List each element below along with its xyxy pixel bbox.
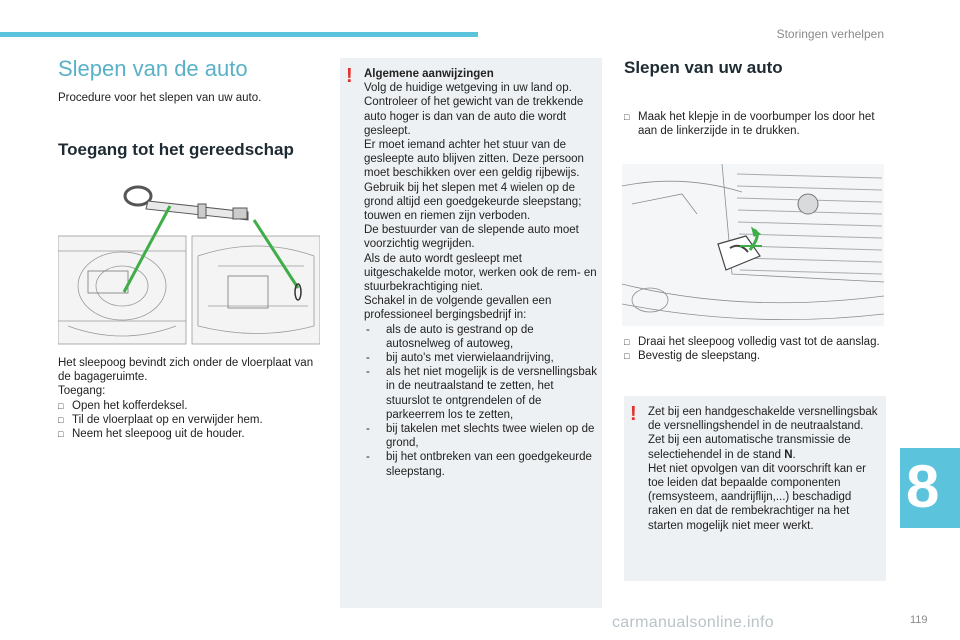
transmission-warning-content [648,405,880,533]
chapter-number: 8 [906,453,940,520]
access-step: □ Neem het sleepoog uit de houder. [58,427,320,441]
access-step: □ Til de vloerplaat op en verwijder hem. [58,413,320,427]
warning-paragraph: Volg de huidige wetgeving in uw land op. [364,82,572,95]
warning-paragraph: Het niet opvolgen van dit voorschrift kan er toe leiden dat bepaalde componenten (remsysteem, aandrijflijn,...) beschadigd raken en dat de rembekrachtiger na het starten mogelijk niet meer werkt. [648,462,866,532]
warning-exclamation-icon: ! [630,403,637,425]
intro-text: Procedure voor het slepen van uw auto. [58,92,262,104]
section-label: Storingen verhelpen [776,27,884,41]
access-steps [58,399,320,442]
towing-case: - als het niet mogelijk is de versnellingsbak in de neutraalstand te zetten, het stuurslot te ontgrendelen of de parkeerrem los te zetten, [364,365,598,422]
step-item: □ Bevestig de sleepstang. [624,349,886,363]
warning-paragraph: Schakel in de volgende gevallen een professioneel bergingsbedrijf in: [364,295,552,322]
warning-exclamation-icon: ! [346,65,353,87]
warning-paragraph: De bestuurder van de slepende auto moet voorzichtig wegrijden. [364,224,579,251]
towing-case: - bij takelen met slechts twee wielen op de grond, [364,422,598,450]
towing-case: - bij het ontbreken van een goedgekeurde sleepstang. [364,450,598,478]
trunk-view-left [58,236,186,344]
top-accent-bar [0,32,478,37]
left-body [58,356,320,441]
towing-case: - bij auto's met vierwielaandrijving, [364,351,598,365]
warning-paragraph: Controleer of het gewicht van de trekkende auto hoger is dan van de auto die wordt gesleept. [364,96,584,137]
brand-badge-icon [798,194,818,214]
access-step: □ Open het kofferdeksel. [58,399,320,413]
warning-paragraph: Gebruik bij het slepen met 4 wielen op de grond altijd een goedgekeurde sleepstang; touwen en riemen zijn verboden. [364,181,582,223]
page-number: 119 [910,614,928,626]
towing-cases-list [364,323,598,479]
section-title-towing: Slepen van uw auto [624,58,783,77]
section-title-tools: Toegang tot het gereedschap [58,140,294,159]
tow-eye-tool [125,187,248,220]
watermark: carmanualsonline.info [612,614,774,631]
towing-step2 [624,335,886,363]
towing-step1 [624,110,886,138]
access-label: Toegang: [58,385,106,398]
warning-paragraph: Zet bij een handgeschakelde versnellingsbak de versnellingshendel in de neutraalstand. [648,406,878,433]
step-item: □ Draai het sleepoog volledig vast tot de aanslag. [624,335,886,349]
page-title: Slepen van de auto [58,56,248,81]
step-item: □ Maak het klepje in de voorbumper los door het aan de linkerzijde in te drukken. [624,110,886,138]
tow-eye-illustration [58,176,320,346]
front-bumper-illustration [622,164,884,326]
towing-case: - als de auto is gestrand op de autosnelweg of autoweg, [364,323,598,351]
warning-paragraph: Er moet iemand achter het stuur van de gesleepte auto blijven zitten. Deze persoon moet beschikken over een geldig rijbewijs. [364,139,584,180]
tow-eye-location: Het sleepoog bevindt zich onder de vloerplaat van de bagageruimte. [58,357,314,384]
warning-paragraph: Als de auto wordt gesleept met uitgeschakelde motor, werken ook de rem- en stuurbekrachtiging niet. [364,252,597,294]
warning-paragraph-auto: Zet bij een automatische transmissie de selectiehendel in de stand N. [648,434,851,461]
general-warning-heading: Algemene aanwijzingen [364,68,494,80]
general-warning-content [364,67,598,479]
